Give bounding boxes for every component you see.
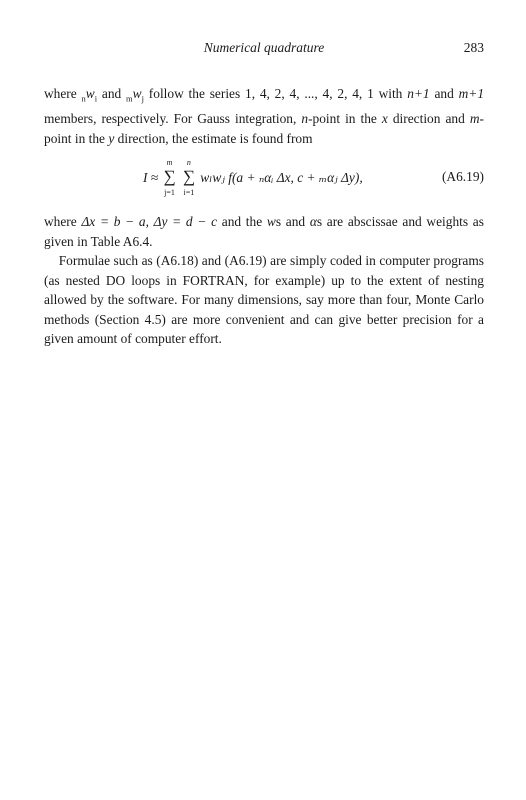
running-title: Numerical quadrature: [203, 40, 325, 55]
sigma-icon: ∑: [163, 167, 176, 187]
equation-number: (A6.19): [441, 169, 484, 185]
page-number: 283: [463, 40, 484, 55]
inner-sum: n ∑ i=1: [182, 158, 195, 198]
equation-summand: wₗwⱼ f(a + ₙαᵢ Δx, c + ₘαⱼ Δy),: [200, 170, 363, 186]
equation-a6-19: [44, 150, 484, 208]
sigma-icon: ∑: [182, 167, 195, 187]
equation-body: [143, 158, 363, 198]
equation-lhs: I ≈: [143, 170, 159, 186]
paragraph-2: where Δx = b − a, Δy = d − c and the ws and αs are abscissae and weights as given in Table A6.4.: [44, 214, 484, 249]
page-header: [44, 40, 484, 60]
paragraph-3: Formulae such as (A6.18) and (A6.19) are simply coded in computer programs (as nested DO loops in FORTRAN, for example) up to the extent of nesting allowed by the software. For many dimensions, say more than four, Monte Carlo methods (Section 4.5) are more convenient and can give better precision for a given amount of computer effort.: [44, 253, 484, 347]
outer-sum: m ∑ j=1: [163, 158, 176, 198]
paragraph-1: where $_nw_i$ and $_mw_j$ follow the series 1, 4, 2, 4, ..., 4, 2, 4, 1 with n+1 and m+1 members, respectively. For Gauss integration, n-point in the x direction and m-point in the y direction, the estimate is found from: [44, 86, 485, 146]
body-text: [44, 84, 484, 349]
